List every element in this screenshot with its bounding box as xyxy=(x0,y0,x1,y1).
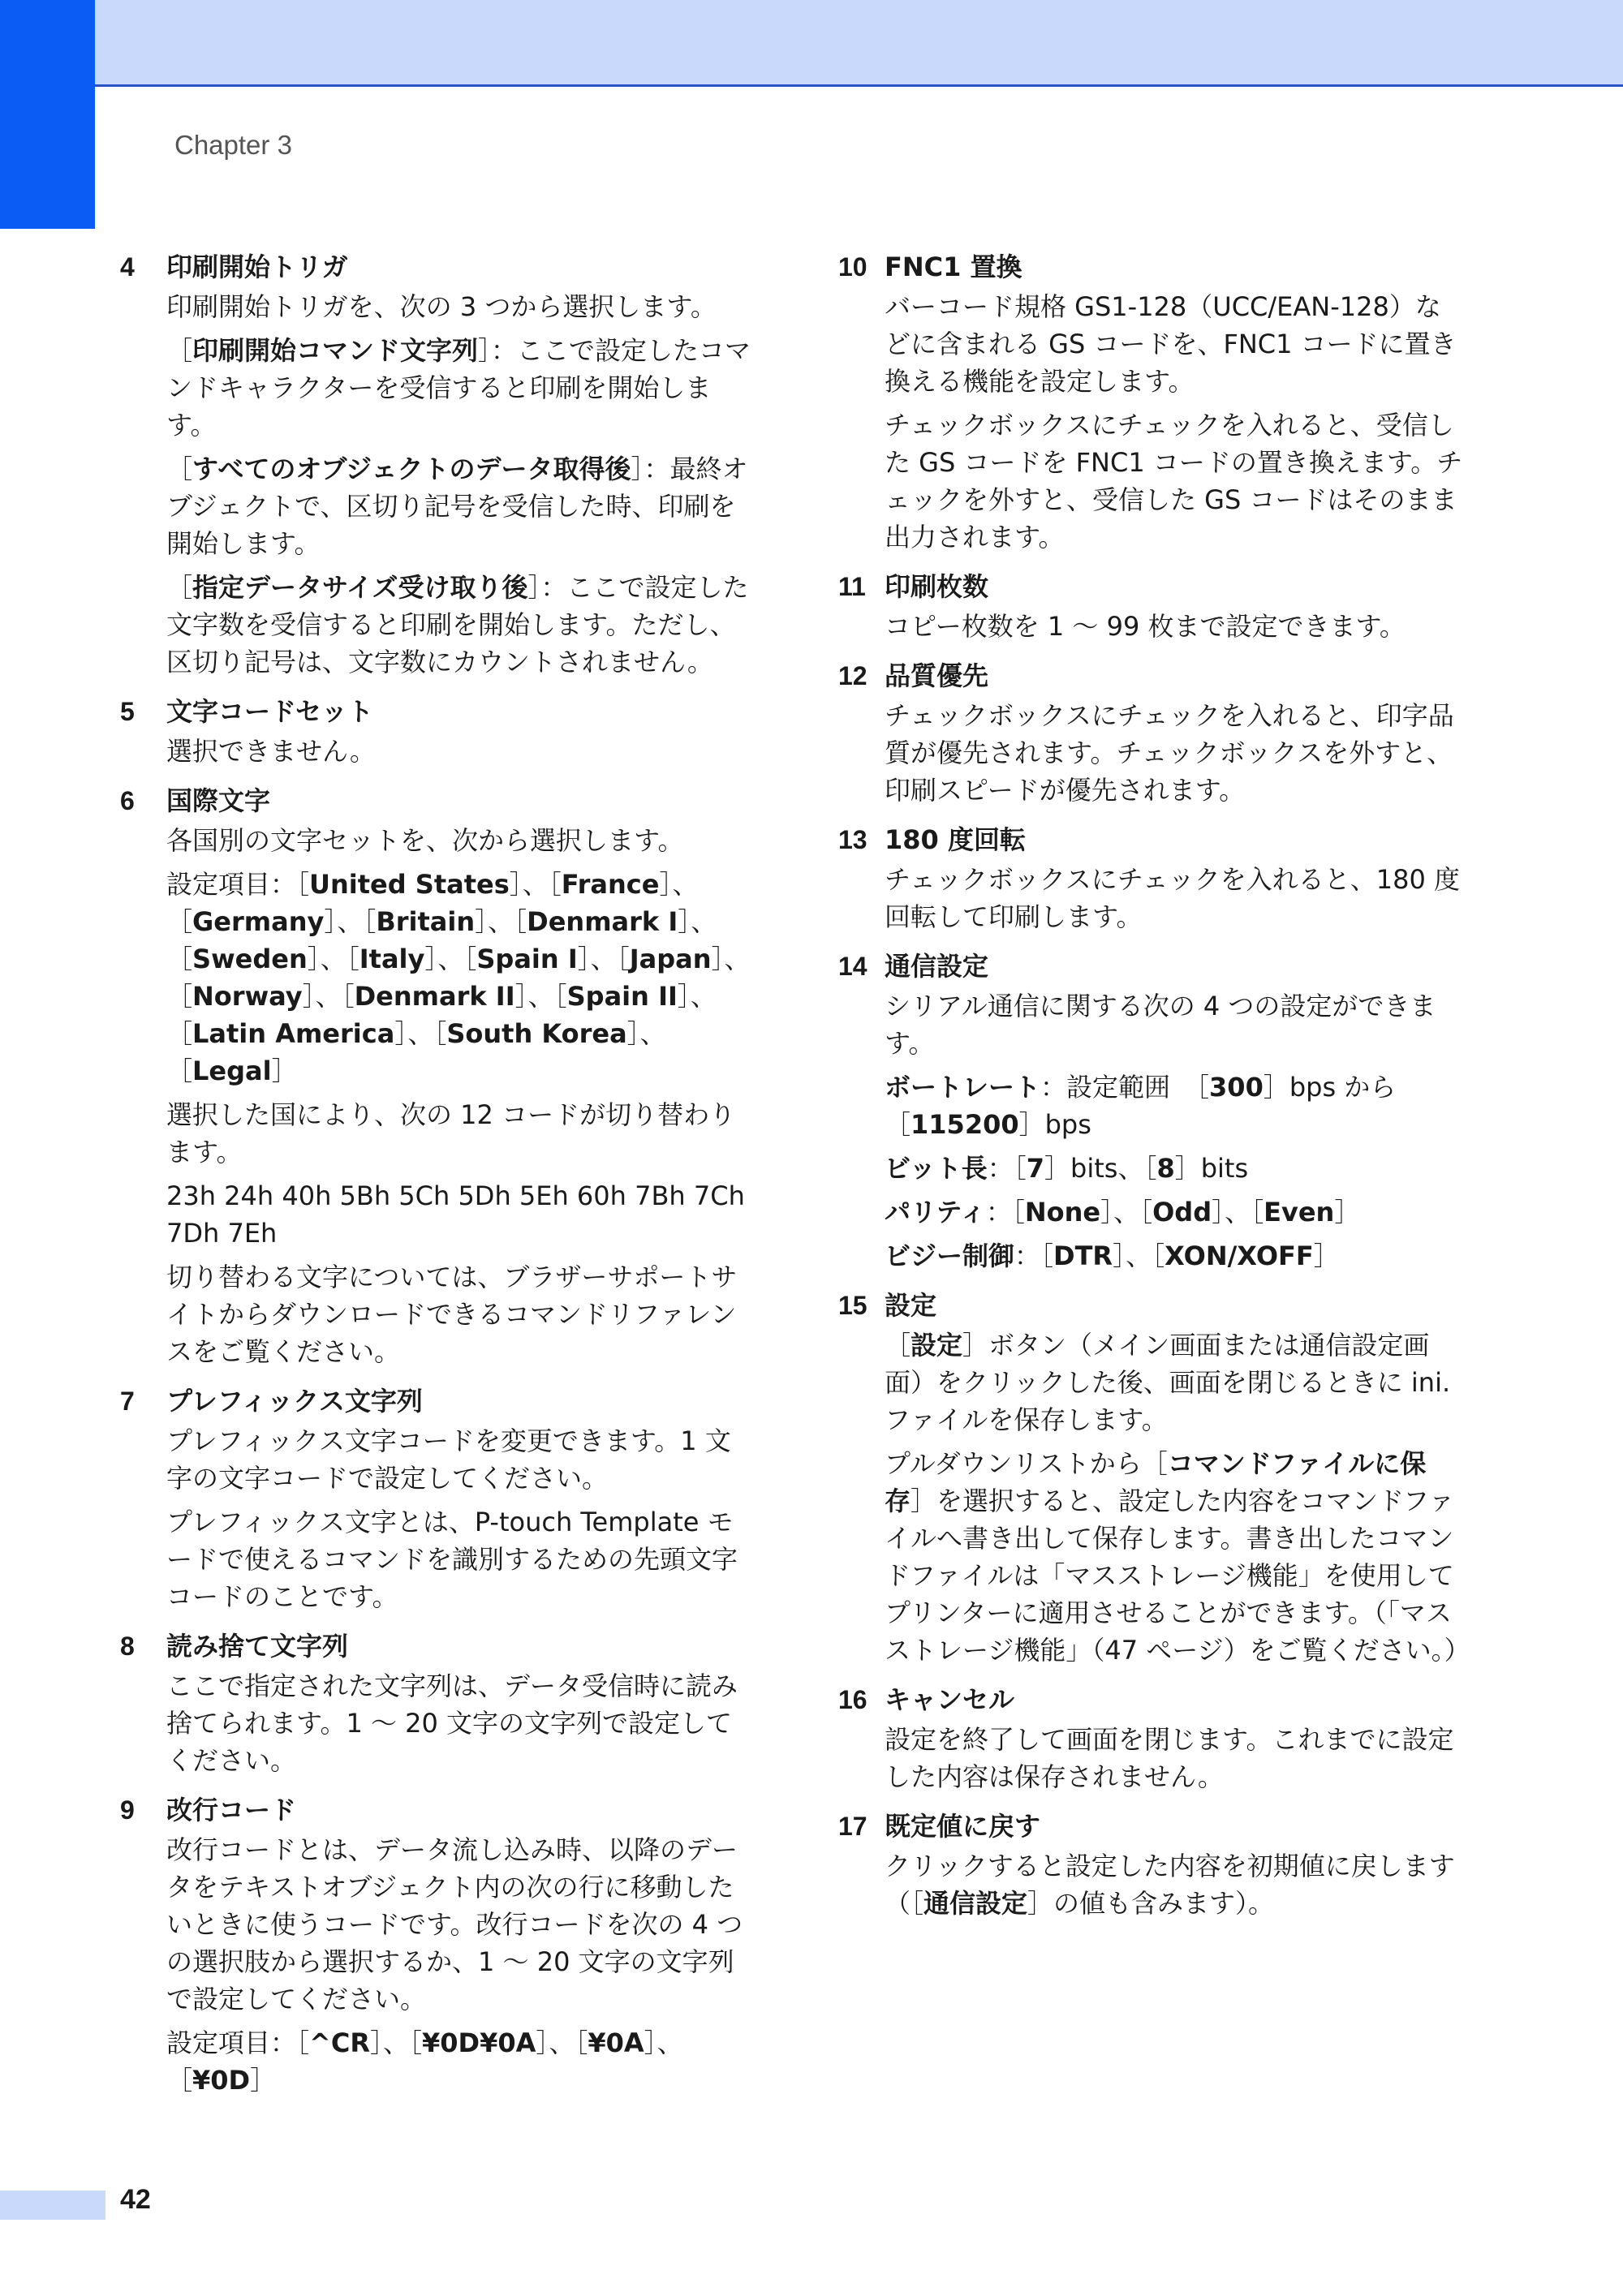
text-run: チェックボックスにチェックを入れると、180 度回転して印刷します。 xyxy=(885,864,1461,932)
item-paragraph xyxy=(885,1193,1463,1231)
bold-term: Spain I xyxy=(476,944,578,974)
list-item xyxy=(120,1382,753,1615)
bold-term: Even xyxy=(1264,1197,1335,1228)
bold-term: Italy xyxy=(359,944,425,974)
item-title: 180 度回転 xyxy=(885,824,1026,855)
text-run: ］bps xyxy=(1018,1109,1091,1140)
text-run: プレフィックス文字コードを変更できます。1 文字の文字コードで設定してください。 xyxy=(166,1425,731,1494)
left-column xyxy=(120,247,753,2110)
bold-term: South Korea xyxy=(446,1018,627,1049)
bold-term: United States xyxy=(309,869,510,900)
item-paragraph xyxy=(885,608,1463,645)
item-title: 品質優先 xyxy=(885,660,989,691)
text-run: ］、［ xyxy=(166,944,751,1012)
text-run: ］、［ xyxy=(509,869,562,900)
text-run: コピー枚数を 1 ～ 99 枚まで設定できます。 xyxy=(885,611,1406,642)
text-run: 各国別の文字セットを、次から選択します。 xyxy=(166,825,684,856)
list-item xyxy=(838,247,1463,556)
item-paragraph xyxy=(885,861,1463,935)
item-paragraph xyxy=(166,1503,753,1615)
text-run: シリアル通信に関する次の 4 つの設定ができます。 xyxy=(885,991,1436,1059)
text-run: 印刷開始トリガを、次の 3 つから選択します。 xyxy=(166,291,717,322)
text-run: ］ xyxy=(1313,1240,1340,1271)
bold-term: France xyxy=(561,869,660,900)
text-run: プルダウンリストから［ xyxy=(885,1448,1168,1479)
item-title: 既定値に戻す xyxy=(885,1811,1041,1842)
list-item xyxy=(838,947,1463,1275)
text-run: ］：ここで設定したコマンドキャラクターを受信すると印刷を開始します。 xyxy=(166,335,751,441)
item-paragraph xyxy=(166,288,753,325)
bold-term: Germany xyxy=(192,906,325,937)
text-run: ］ xyxy=(271,1056,298,1086)
text-run: ］bits、［ xyxy=(1044,1153,1157,1184)
item-paragraph xyxy=(166,1831,753,2018)
item-title: プレフィックス文字列 xyxy=(166,1386,423,1417)
bold-term: Odd xyxy=(1152,1197,1212,1228)
item-paragraph xyxy=(885,1237,1463,1275)
text-run: ］、［ xyxy=(1113,1240,1165,1271)
bold-term: Denmark II xyxy=(354,981,515,1012)
item-paragraph xyxy=(166,1177,753,1252)
text-run: ］：ここで設定した文字数を受信すると印刷を開始します。ただし、区切り記号は、文字数にカウントされません。 xyxy=(166,572,749,677)
item-number: 17 xyxy=(838,1812,867,1841)
item-number: 13 xyxy=(838,825,867,854)
list-item xyxy=(120,692,753,770)
item-paragraph xyxy=(166,733,753,770)
item-paragraph xyxy=(885,1068,1463,1143)
item-paragraph xyxy=(885,697,1463,809)
bold-term: Denmark I xyxy=(527,906,678,937)
text-run: ］、［ xyxy=(369,2027,422,2058)
text-run: プレフィックス文字とは、P-touch Template モードで使えるコマンドを識別するための先頭文字コードのことです。 xyxy=(166,1507,738,1612)
text-run: 設定を終了して画面を閉じます。これまでに設定した内容は保存されません。 xyxy=(885,1724,1454,1792)
item-paragraph xyxy=(166,332,753,444)
bold-term: コマンドファイルに保存 xyxy=(885,1448,1427,1516)
text-run: ［ xyxy=(885,1330,911,1361)
bold-term: Spain II xyxy=(566,981,678,1012)
bold-term: ビジー制御 xyxy=(885,1240,1015,1271)
text-run: ］、［ xyxy=(475,906,527,937)
text-run: ］、［ xyxy=(577,944,630,974)
bold-term: Latin America xyxy=(192,1018,395,1049)
text-run: ］、［ xyxy=(166,906,717,974)
text-run: ここで指定された文字列は、データ受信時に読み捨てられます。1 ～ 20 文字の文字列で設定してください。 xyxy=(166,1670,738,1776)
text-run: ］ xyxy=(1334,1197,1361,1228)
text-run: ］：最終オブジェクトで、区切り記号を受信した時、印刷を開始します。 xyxy=(166,454,748,559)
bold-term: None xyxy=(1024,1197,1101,1228)
bold-term: 印刷開始コマンド文字列 xyxy=(192,335,479,366)
item-paragraph xyxy=(166,569,753,681)
list-item xyxy=(838,1807,1463,1922)
item-paragraph xyxy=(166,2024,753,2099)
text-run: ］bits xyxy=(1174,1153,1249,1184)
bold-term: ^CR xyxy=(309,2027,370,2058)
bold-term: すべてのオブジェクトのデータ取得後 xyxy=(192,454,631,484)
footer-band xyxy=(0,2191,105,2220)
item-paragraph xyxy=(166,1667,753,1779)
bold-term: ビット長 xyxy=(885,1153,988,1184)
list-item xyxy=(838,567,1463,645)
text-run: ［ xyxy=(166,335,193,366)
text-run: ］、［ xyxy=(424,944,477,974)
bold-term: Japan xyxy=(629,944,712,974)
page-number: 42 xyxy=(120,2184,151,2215)
text-run: 設定項目：［ xyxy=(166,2027,310,2058)
item-number: 8 xyxy=(120,1632,135,1661)
bold-term: Sweden xyxy=(192,944,308,974)
right-column xyxy=(838,247,1470,1933)
item-number: 6 xyxy=(120,786,135,815)
text-run: ［ xyxy=(166,572,193,603)
text-run: バーコード規格 GS1-128（UCC/EAN-128）などに含まれる GS コードを、FNC1 コードに置き換える機能を設定します。 xyxy=(885,291,1457,397)
bold-term: ¥0D¥0A xyxy=(421,2027,536,2058)
list-item xyxy=(838,820,1463,935)
chapter-label: Chapter 3 xyxy=(174,130,292,160)
item-paragraph xyxy=(885,1721,1463,1795)
item-title: キャンセル xyxy=(885,1684,1015,1715)
list-item xyxy=(838,656,1463,809)
text-run: チェックボックスにチェックを入れると、受信した GS コードを FNC1 コードの置き換えます。チェックを外すと、受信した GS コードはそのまま出力されます。 xyxy=(885,410,1463,553)
item-number: 5 xyxy=(120,697,135,726)
text-run: 切り替わる文字については、ブラザーサポートサイトからダウンロードできるコマンドリファレンスをご覧ください。 xyxy=(166,1262,738,1367)
bold-term: 7 xyxy=(1026,1153,1045,1184)
list-item xyxy=(838,1286,1470,1669)
bold-term: パリティ xyxy=(885,1197,986,1228)
item-title: 通信設定 xyxy=(885,951,989,982)
text-run: チェックボックスにチェックを入れると、印字品質が優先されます。チェックボックスを外すと、印刷スピードが優先されます。 xyxy=(885,700,1454,806)
item-number: 10 xyxy=(838,252,867,282)
bold-term: ¥0A xyxy=(588,2027,644,2058)
bold-term: Britain xyxy=(376,906,476,937)
item-paragraph xyxy=(166,450,753,562)
text-run: ］、［ xyxy=(1100,1197,1153,1228)
item-number: 14 xyxy=(838,952,867,981)
text-run: ］、［ xyxy=(394,1018,447,1049)
list-item xyxy=(120,247,753,681)
header-band xyxy=(0,0,1623,87)
item-title: 改行コード xyxy=(166,1795,297,1825)
item-paragraph xyxy=(166,1258,753,1370)
text-run: ：設定範囲 ［ xyxy=(1040,1072,1210,1103)
text-run: ］、［ xyxy=(166,869,699,937)
item-paragraph xyxy=(885,288,1463,400)
text-run: ］、［ xyxy=(166,981,717,1049)
text-run: ］、［ xyxy=(536,2027,588,2058)
item-number: 11 xyxy=(838,572,866,601)
text-run: ：［ xyxy=(985,1197,1025,1228)
item-title: 設定 xyxy=(885,1290,937,1321)
text-run: クリックすると設定した内容を初期値に戻します（［ xyxy=(885,1851,1455,1919)
item-title: 文字コードセット xyxy=(166,696,374,727)
bold-term: ¥0D xyxy=(192,2065,251,2096)
text-run: ］ xyxy=(250,2065,277,2096)
bold-term: 300 xyxy=(1209,1072,1264,1103)
text-run: ］の値も含みます）。 xyxy=(1027,1888,1275,1919)
item-title: FNC1 置換 xyxy=(885,252,1022,282)
item-number: 15 xyxy=(838,1291,867,1320)
bold-term: ボートレート xyxy=(885,1072,1041,1103)
text-run: ］、［ xyxy=(307,944,359,974)
chapter-tab-block xyxy=(0,0,95,229)
text-run: ：［ xyxy=(987,1153,1027,1184)
text-run: 改行コードとは、データ流し込み時、以降のデータをテキストオブジェクト内の次の行に移動したいときに使うコードです。改行コードを次の 4 つの選択肢から選択するか、1 ～ 20 文字の文字列で設定してください。 xyxy=(166,1834,743,2014)
text-run: ］、［ xyxy=(302,981,355,1012)
text-run: 設定項目：［ xyxy=(166,869,310,900)
text-run: ［ xyxy=(166,454,193,484)
text-run: 23h 24h 40h 5Bh 5Ch 5Dh 5Eh 60h 7Bh 7Ch 7Dh 7Eh xyxy=(166,1180,745,1249)
item-paragraph xyxy=(885,987,1463,1062)
item-paragraph xyxy=(885,406,1463,556)
item-paragraph xyxy=(885,1847,1463,1922)
list-item xyxy=(120,781,753,1370)
bold-term: 設定 xyxy=(911,1330,963,1361)
item-paragraph xyxy=(166,1096,753,1171)
bold-term: 通信設定 xyxy=(923,1888,1028,1919)
text-run: ］、［ xyxy=(324,906,377,937)
text-run: ］、［ xyxy=(166,2027,683,2096)
item-paragraph xyxy=(885,1326,1463,1438)
item-paragraph xyxy=(166,1422,753,1497)
text-run: 選択できません。 xyxy=(166,736,376,767)
item-paragraph xyxy=(166,822,753,859)
text-run: ］、［ xyxy=(166,1018,666,1086)
bold-term: 指定データサイズ受け取り後 xyxy=(192,572,528,603)
bold-term: Norway xyxy=(192,981,303,1012)
text-run: 選択した国により、次の 12 コードが切り替わります。 xyxy=(166,1099,736,1167)
item-title: 読み捨て文字列 xyxy=(166,1631,349,1662)
item-number: 7 xyxy=(120,1387,135,1416)
text-run: ］、［ xyxy=(1212,1197,1264,1228)
item-number: 9 xyxy=(120,1795,135,1825)
list-item xyxy=(120,1627,753,1779)
item-paragraph xyxy=(166,866,753,1090)
item-title: 国際文字 xyxy=(166,785,271,816)
item-paragraph xyxy=(885,1150,1463,1187)
item-title: 印刷開始トリガ xyxy=(166,252,348,282)
text-run: ］bps から［ xyxy=(885,1072,1397,1140)
item-paragraph xyxy=(885,1445,1470,1669)
text-run: ］を選択すると、設定した内容をコマンドファイルへ書き出して保存します。書き出したコマンドファイルは「マスストレージ機能」を使用してプリンターに適用させることができます。（「マスストレージ機能」（47 ページ）をご覧ください。） xyxy=(885,1486,1470,1666)
text-run: ］、［ xyxy=(514,981,567,1012)
bold-term: XON/XOFF xyxy=(1165,1240,1314,1271)
item-number: 16 xyxy=(838,1685,867,1714)
text-run: ：［ xyxy=(1014,1240,1054,1271)
list-item xyxy=(120,1791,753,2099)
bold-term: DTR xyxy=(1053,1240,1113,1271)
item-number: 4 xyxy=(120,252,135,282)
item-title: 印刷枚数 xyxy=(885,571,989,602)
bold-term: Legal xyxy=(192,1056,272,1086)
bold-term: 8 xyxy=(1156,1153,1175,1184)
item-number: 12 xyxy=(838,661,867,690)
text-run: ］ボタン（メイン画面または通信設定画面）をクリックした後、画面を閉じるときに ini. ファイルを保存します。 xyxy=(885,1330,1451,1435)
list-item xyxy=(838,1680,1463,1795)
bold-term: 115200 xyxy=(911,1109,1019,1140)
